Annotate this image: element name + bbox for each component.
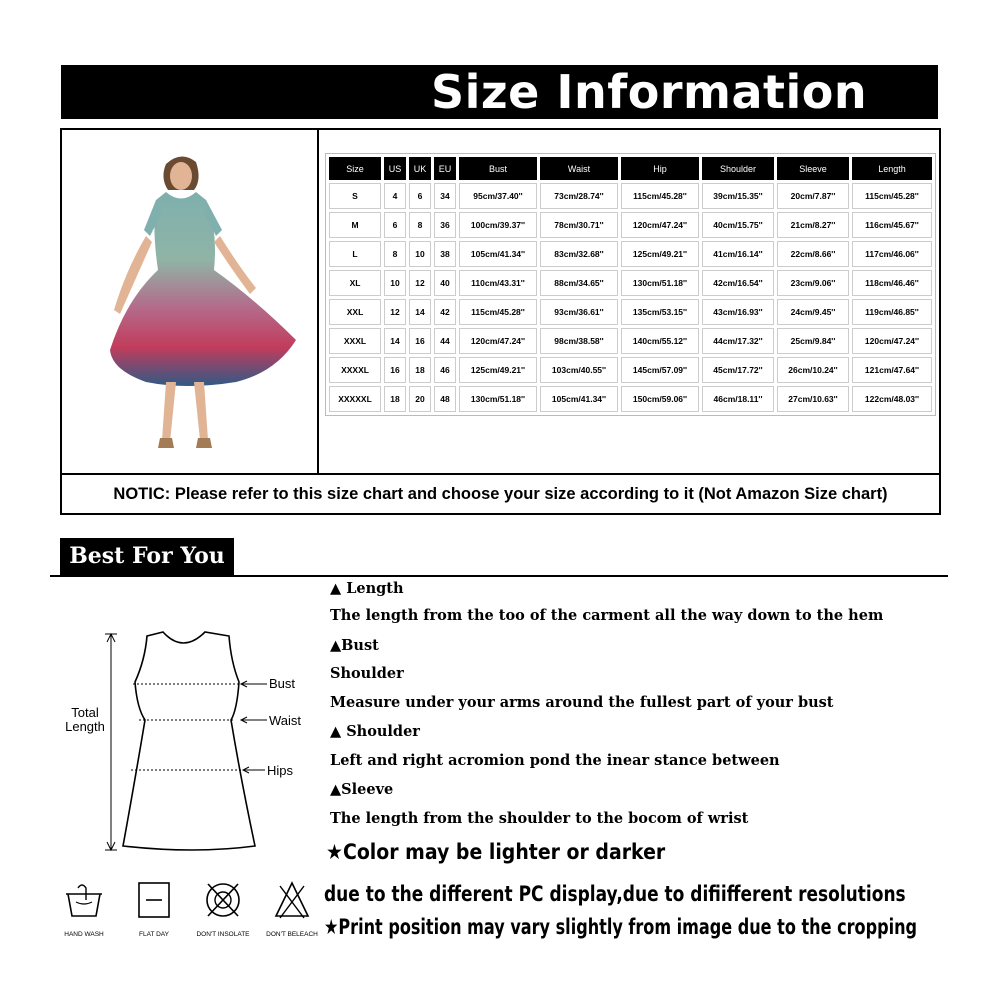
table-cell: 121cm/47.64'' — [852, 357, 932, 383]
table-cell: 105cm/41.34'' — [459, 241, 537, 267]
table-row — [329, 299, 932, 325]
table-cell: 20cm/7.87'' — [777, 183, 849, 209]
table-cell: 48 — [434, 386, 456, 412]
table-cell: 12 — [409, 270, 431, 296]
table-cell: 150cm/59.06'' — [621, 386, 699, 412]
table-cell: 40cm/15.75'' — [702, 212, 774, 238]
color-note: ★Color may be lighter or darker — [326, 840, 666, 864]
diagram-bust-label: Bust — [269, 676, 296, 691]
diagram-waist-label: Waist — [269, 713, 302, 728]
table-row — [329, 328, 932, 354]
do-not-insolate-icon — [204, 880, 242, 920]
table-cell: 140cm/55.12'' — [621, 328, 699, 354]
table-cell: 14 — [409, 299, 431, 325]
table-header-row — [329, 157, 932, 180]
table-cell: 116cm/45.67'' — [852, 212, 932, 238]
diagram-hips-label: Hips — [267, 763, 294, 778]
table-cell: 20 — [409, 386, 431, 412]
table-cell: 6 — [384, 212, 406, 238]
table-cell: S — [329, 183, 381, 209]
table-cell: 88cm/34.65'' — [540, 270, 618, 296]
bust-heading: ▲Bust — [330, 637, 379, 654]
table-cell: 36 — [434, 212, 456, 238]
table-row — [329, 241, 932, 267]
table-cell: 45cm/17.72'' — [702, 357, 774, 383]
sleeve-heading: ▲Sleeve — [330, 781, 394, 798]
table-cell: 120cm/47.24'' — [852, 328, 932, 354]
display-note: due to the different PC display,due to difiifferent resolutions — [324, 882, 906, 906]
column-header: Hip — [621, 157, 699, 180]
table-cell: 118cm/46.46'' — [852, 270, 932, 296]
flat-dry-label: FLAT DAY — [139, 931, 169, 938]
shoulder-heading: ▲ Shoulder — [330, 723, 420, 740]
size-chart-box — [60, 128, 941, 515]
table-cell: 21cm/8.27'' — [777, 212, 849, 238]
table-cell: 41cm/16.14'' — [702, 241, 774, 267]
table-cell: 122cm/48.03'' — [852, 386, 932, 412]
table-cell: 98cm/38.58'' — [540, 328, 618, 354]
sleeve-description: The length from the shoulder to the bocom of wrist — [330, 810, 749, 827]
table-cell: 8 — [409, 212, 431, 238]
best-for-you-tab: Best For You — [60, 538, 234, 575]
divider — [50, 575, 948, 577]
column-header: Bust — [459, 157, 537, 180]
table-cell: 100cm/39.37'' — [459, 212, 537, 238]
bust-subheading: Shoulder — [330, 665, 404, 682]
table-cell: 10 — [384, 270, 406, 296]
table-cell: 42 — [434, 299, 456, 325]
diagram-length-label: Length — [65, 719, 105, 734]
table-cell: 46cm/18.11'' — [702, 386, 774, 412]
bust-description: Measure under your arms around the fullest part of your bust — [330, 694, 834, 711]
table-cell: 16 — [384, 357, 406, 383]
table-cell: M — [329, 212, 381, 238]
table-cell: 26cm/10.24'' — [777, 357, 849, 383]
table-cell: 18 — [384, 386, 406, 412]
table-cell: 130cm/51.18'' — [621, 270, 699, 296]
table-cell: 43cm/16.93'' — [702, 299, 774, 325]
column-header: Waist — [540, 157, 618, 180]
table-cell: 120cm/47.24'' — [459, 328, 537, 354]
table-cell: 93cm/36.61'' — [540, 299, 618, 325]
table-row — [329, 183, 932, 209]
table-row — [329, 386, 932, 412]
shoulder-description: Left and right acromion pond the inear stance between — [330, 752, 780, 769]
table-cell: 12 — [384, 299, 406, 325]
column-header: EU — [434, 157, 456, 180]
table-row — [329, 212, 932, 238]
table-cell: 95cm/37.40'' — [459, 183, 537, 209]
table-cell: 110cm/43.31'' — [459, 270, 537, 296]
table-cell: 25cm/9.84'' — [777, 328, 849, 354]
table-cell: 38 — [434, 241, 456, 267]
column-header: Shoulder — [702, 157, 774, 180]
table-cell: 34 — [434, 183, 456, 209]
table-cell: 6 — [409, 183, 431, 209]
hand-wash-label: HAND WASH — [64, 931, 104, 938]
diagram-total-label: Total — [71, 705, 99, 720]
flat-dry-icon — [137, 880, 171, 920]
table-cell: 115cm/45.28'' — [621, 183, 699, 209]
table-row — [329, 357, 932, 383]
table-cell: 115cm/45.28'' — [459, 299, 537, 325]
table-cell: XXXL — [329, 328, 381, 354]
do-not-bleach-icon — [274, 880, 310, 920]
table-cell: 24cm/9.45'' — [777, 299, 849, 325]
table-cell: 78cm/30.71'' — [540, 212, 618, 238]
table-cell: 115cm/45.28'' — [852, 183, 932, 209]
table-cell: 8 — [384, 241, 406, 267]
column-header: Length — [852, 157, 932, 180]
table-cell: 18 — [409, 357, 431, 383]
table-cell: L — [329, 241, 381, 267]
table-cell: 44cm/17.32'' — [702, 328, 774, 354]
column-header: UK — [409, 157, 431, 180]
dress-photo — [106, 150, 296, 450]
do-not-bleach-label: DON'T BELEACH — [266, 931, 318, 938]
table-cell: 10 — [409, 241, 431, 267]
table-cell: 40 — [434, 270, 456, 296]
measurement-diagram — [55, 620, 325, 860]
table-cell: 120cm/47.24'' — [621, 212, 699, 238]
table-cell: 44 — [434, 328, 456, 354]
table-cell: 125cm/49.21'' — [459, 357, 537, 383]
table-cell: 14 — [384, 328, 406, 354]
table-cell: 105cm/41.34'' — [540, 386, 618, 412]
table-cell: 73cm/28.74'' — [540, 183, 618, 209]
table-cell: 135cm/53.15'' — [621, 299, 699, 325]
page-title: Size Information — [431, 65, 868, 119]
divider — [317, 130, 319, 474]
table-cell: 145cm/57.09'' — [621, 357, 699, 383]
table-cell: 83cm/32.68'' — [540, 241, 618, 267]
table-cell: 46 — [434, 357, 456, 383]
table-cell: 130cm/51.18'' — [459, 386, 537, 412]
length-description: The length from the too of the carment all the way down to the hem — [330, 607, 884, 624]
hand-wash-icon — [64, 880, 104, 920]
length-heading: ▲ Length — [330, 580, 404, 597]
table-cell: XXXXXL — [329, 386, 381, 412]
table-cell: 39cm/15.35'' — [702, 183, 774, 209]
title-banner — [61, 65, 938, 119]
table-cell: 16 — [409, 328, 431, 354]
column-header: Sleeve — [777, 157, 849, 180]
table-cell: 125cm/49.21'' — [621, 241, 699, 267]
size-notice: NOTIC: Please refer to this size chart and choose your size according to it (Not Amazon Size chart) — [113, 485, 888, 503]
table-cell: 119cm/46.85'' — [852, 299, 932, 325]
table-cell: 117cm/46.06'' — [852, 241, 932, 267]
print-position-note: ★Print position may vary slightly from image due to the cropping — [324, 915, 918, 939]
column-header: US — [384, 157, 406, 180]
table-cell: XL — [329, 270, 381, 296]
table-cell: 22cm/8.66'' — [777, 241, 849, 267]
column-header: Size — [329, 157, 381, 180]
table-row — [329, 270, 932, 296]
table-cell: XXL — [329, 299, 381, 325]
table-cell: 23cm/9.06'' — [777, 270, 849, 296]
size-table — [325, 153, 936, 416]
table-cell: 103cm/40.55'' — [540, 357, 618, 383]
table-cell: 42cm/16.54'' — [702, 270, 774, 296]
table-cell: 4 — [384, 183, 406, 209]
table-cell: XXXXL — [329, 357, 381, 383]
table-body — [329, 183, 932, 412]
do-not-insolate-label: DON'T INSOLATE — [196, 931, 250, 938]
table-cell: 27cm/10.63'' — [777, 386, 849, 412]
